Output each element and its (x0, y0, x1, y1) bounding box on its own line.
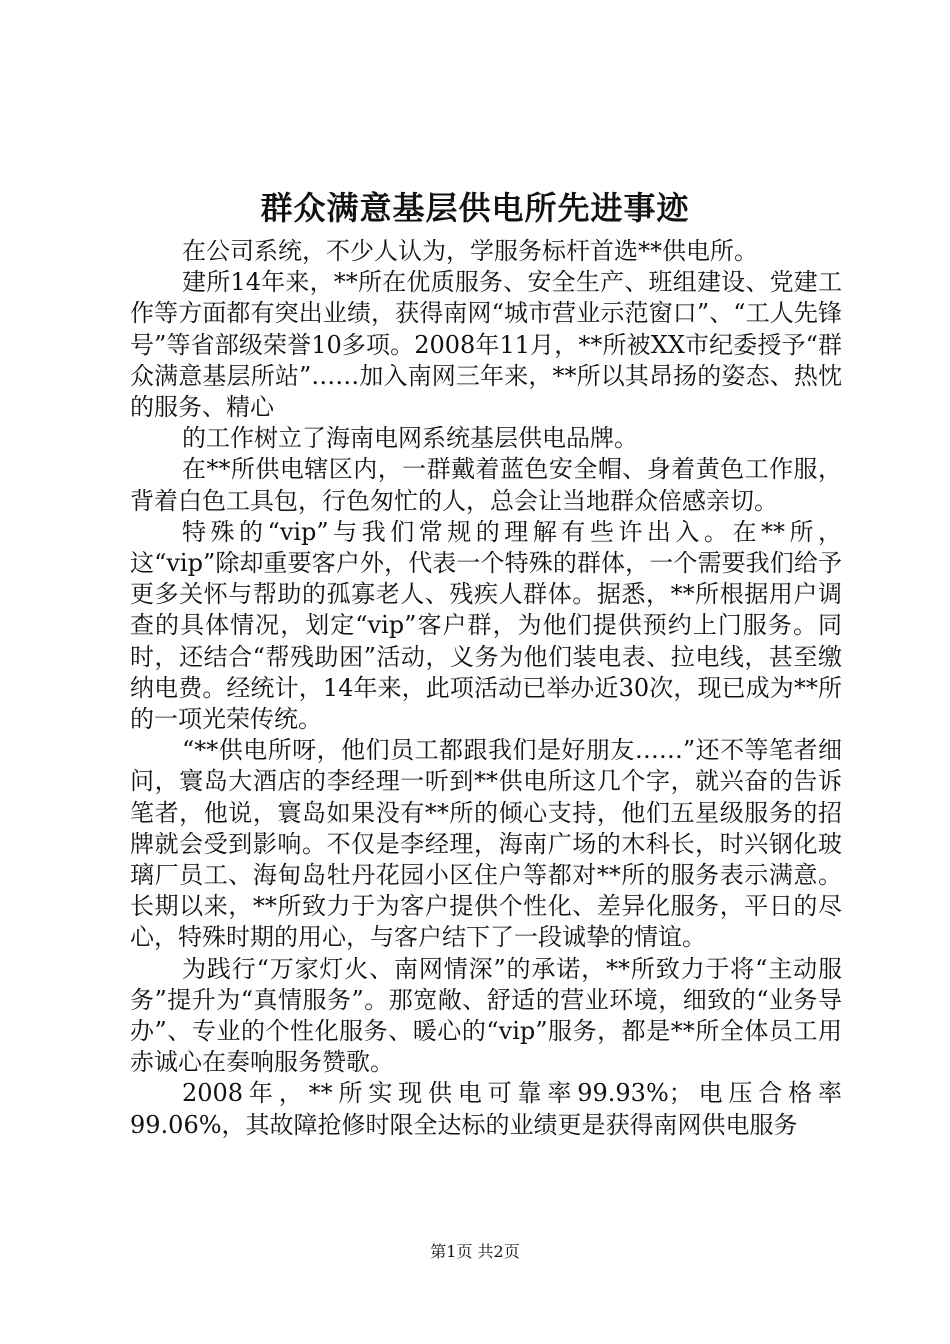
document-body (130, 236, 842, 1141)
paragraph-4: 在**所供电辖区内，一群戴着蓝色安全帽、身着黄色工作服，背着白色工具包，行色匆忙的人，总会让当地群众倍感亲切。 (130, 455, 842, 515)
paragraph-1: 在公司系统，不少人认为，学服务标杆首选**供电所。 (182, 237, 758, 265)
paragraph-5: 特殊的“vip”与我们常规的理解有些许出入。在**所，这“vip”除却重要客户外，代表一个特殊的群体，一个需要我们给予更多关怀与帮助的孤寡老人、残疾人群体。据悉，**所根据用户调查的具体情况，划定“vip”客户群，为他们提供预约上门服务。同时，还结合“帮残助困”活动，义务为他们装电表、拉电线，甚至缴纳电费。经统计，14年来，此项活动已举办近30次，现已成为**所的一项光荣传统。 (130, 517, 842, 734)
paragraph-2: 建所14年来，**所在优质服务、安全生产、班组建设、党建工作等方面都有突出业绩，获得南网“城市营业示范窗口”、“工人先锋号”等省部级荣誉10多项。2008年11月，**所被XX市纪委授予“群众满意基层所站”……加入南网三年来，**所以其昂扬的姿态、热忱的服务、精心 (130, 268, 842, 422)
paragraph-7: 为践行“万家灯火、南网情深”的承诺，**所致力于将“主动服务”提升为“真情服务”。那宽敞、舒适的营业环境，细致的“业务导办”、专业的个性化服务、暖心的“vip”服务，都是**所全体员工用赤诚心在奏响服务赞歌。 (130, 954, 842, 1077)
document-title: 群众满意基层供电所先进事迹 (260, 189, 690, 227)
paragraph-6: “**供电所呀，他们员工都跟我们是好朋友……”还不等笔者细问，寰岛大酒店的李经理一听到**供电所这几个字，就兴奋的告诉笔者，他说，寰岛如果没有**所的倾心支持，他们五星级服务的招牌就会受到影响。不仅是李经理，海南广场的木科长，时兴钢化玻璃厂员工、海甸岛牡丹花园小区住户等都对**所的服务表示满意。长期以来，**所致力于为客户提供个性化、差异化服务，平日的尽心，特殊时期的用心，与客户结下了一段诚挚的情谊。 (130, 736, 842, 952)
paragraph-8: 2008年，**所实现供电可靠率99.93%；电压合格率99.06%，其故障抢修时限全达标的业绩更是获得南网供电服务 (130, 1079, 842, 1139)
page-footer: 第1页 共2页 (430, 1242, 520, 1261)
paragraph-3: 的工作树立了海南电网系统基层供电品牌。 (182, 424, 638, 453)
